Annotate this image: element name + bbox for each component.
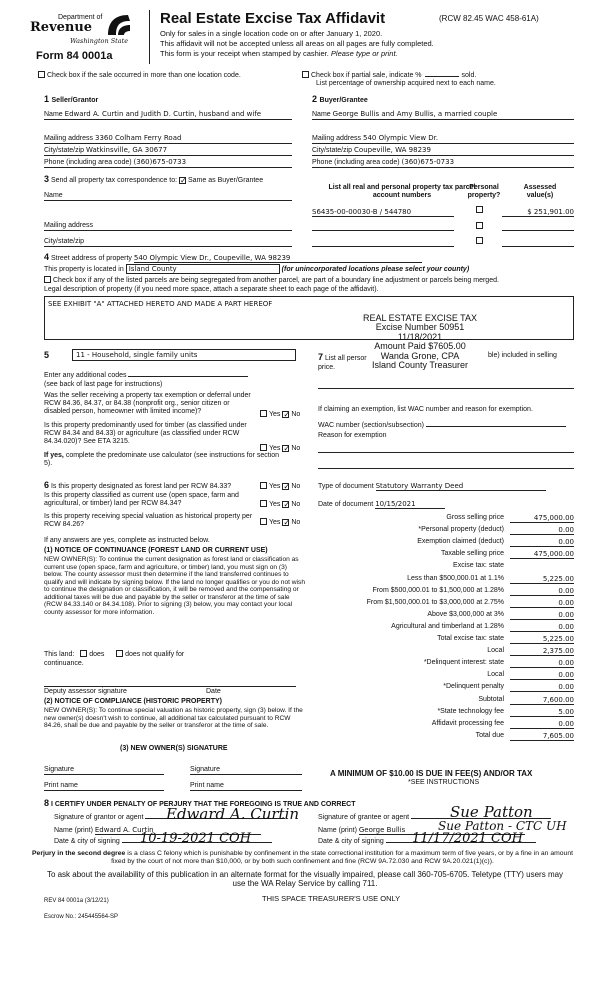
notice-1-body: NEW OWNER(S): To continue the current designation as forest land or classification as current use (open space, farm and agriculture, or timber) land, you must sign on (3) below. The county assessor must then determine if the land transferred continues to qualify and will indicate by signing below. If the land no longer qualifies or you do not wish to continue the designation or classification, it will be removed and the compensating or additional taxes will be due and payable by the seller or transferor at the time of sale (RCW 84.33.140 or 84.34.108). Prior to signing (3) below, you may contact your local county assessor for more information. <box>44 556 305 617</box>
tax-row-value[interactable]: 0.00 <box>510 599 574 608</box>
tax-row-label: Total due <box>475 731 504 739</box>
exemption-question: Was the seller receiving a property tax exemption or deferral under RCW 84.36, 84.37, or 84.38 (nonprofit org., senior citizen or disabled person, homeowner with limited income)? <box>44 392 251 416</box>
if-any-yes: If any answers are yes, complete as instructed below. <box>44 537 210 544</box>
see-back-note: (see back of last page for instructions) <box>44 381 163 388</box>
escrow-number: Escrow No.: 245445564-SP <box>44 914 119 920</box>
assessed-value[interactable]: $ 251,901.00 <box>502 208 574 217</box>
seller-mail-row[interactable]: Mailing address 3360 Colham Ferry Road <box>44 134 292 144</box>
tax-row-value[interactable]: 5,225.00 <box>510 575 574 584</box>
historic-question: Is this property receiving special valuation as historical property per RCW 84.26? <box>44 513 253 529</box>
current-use-yes-no[interactable]: Yes ✓ No <box>260 500 300 509</box>
perjury-notice: Perjury in the second degree is a class C felony which is punishable by confinement in the state correctional institution for a maximum term of five years, or by a fine in an amount fixed by the court of not more than $10,000, or by both such confinement and fine (RCW 9A.72.030 and RCW 9A.20.021(1)(c)). <box>32 850 573 865</box>
current-use-question: Is this property classified as current use (open space, farm and agricultural, or timber) land per RCW 84.34? <box>44 492 239 508</box>
assessed-line-3 <box>502 246 574 247</box>
tax-row-label: From $1,500,000.01 to $3,000,000 at 2.75% <box>366 598 504 606</box>
owner-print-1: Print name <box>44 782 78 789</box>
tax-row-label: Subtotal <box>478 695 504 703</box>
form-title: Real Estate Excise Tax Affidavit <box>160 10 386 27</box>
if-yes-note: If yes, complete the predominate use calculator (see instructions for section 5). <box>44 452 280 468</box>
timber-yes-no[interactable]: Yes ✓ No <box>260 444 300 453</box>
tax-row-label: Above $3,000,000 at 3% <box>427 610 504 618</box>
forest-yes-no[interactable]: Yes ✓ No <box>260 482 300 491</box>
document-type-row[interactable]: Type of document Statutory Warranty Deed <box>318 482 546 491</box>
header-note-2: This affidavit will not be accepted unless all areas on all pages are fully completed. <box>160 39 434 48</box>
tax-row-label: *Personal property (deduct) <box>418 526 504 534</box>
timber-question: Is this property predominantly used for timber (as classified under RCW 84.34 and 84.33) or agriculture (as classified under RCW 84.34.020)? See ETA 3215. <box>44 422 247 446</box>
header-note-3: This form is your receipt when stamped by cashier. Please type or print. <box>160 49 398 58</box>
tax-row-value[interactable]: 0.00 <box>510 659 574 668</box>
owner-sig-line-2 <box>190 774 302 775</box>
tax-row-label: *Delinquent penalty <box>443 683 504 691</box>
tax-row-value[interactable]: 7,605.00 <box>510 732 574 741</box>
seller-name-row[interactable]: Name Edward A. Curtin and Judith D. Curtin, husband and wife <box>44 110 292 120</box>
located-in-row[interactable]: This property is located in Island County (for unincorporated locations please select your county) <box>44 265 470 273</box>
owner-print-line-2 <box>190 790 302 791</box>
tax-row-label: Agricultural and timberland at 1.28% <box>391 622 504 630</box>
tax-row-value[interactable]: 475,000.00 <box>510 514 574 523</box>
buyer-phone-row[interactable]: Phone (including area code) (360)675-0733 <box>312 158 574 168</box>
grantor-date-hw: 10-19-2021 COH <box>140 831 252 846</box>
section-2-heading: 2 Buyer/Grantee <box>312 94 368 104</box>
legal-description-label: Legal description of property (if you need more space, attach a separate sheet to each page of the affidavit). <box>44 286 379 293</box>
treasurer-stamp: REAL ESTATE EXCISE TAX Excise Number 50951 11/18/2021 Amount Paid $7605.00 Wanda Grone, CPA Island County Treasurer <box>362 313 478 371</box>
grantee-name-row[interactable]: Name (print) George Bullis <box>318 826 525 835</box>
personal-property-heading: Personal property? <box>467 184 501 200</box>
grantor-name-row[interactable]: Name (print) Edward A. Curtin <box>54 826 261 835</box>
owner-sig-line-1 <box>44 774 164 775</box>
tax-row-label: Exemption claimed (deduct) <box>417 538 504 546</box>
tax-row-value[interactable]: 0.00 <box>510 623 574 632</box>
exemption-yes-no[interactable]: Yes ✓ No <box>260 410 300 419</box>
grantee-date-row[interactable]: Date & city of signing <box>318 838 536 846</box>
partial-sale-check[interactable]: Check box if partial sale, indicate % sold. <box>302 71 476 80</box>
tax-row-value[interactable]: 0.00 <box>510 611 574 620</box>
section-7-text: 7 List all persor <box>318 352 367 362</box>
assessed-line-2 <box>502 230 574 231</box>
sec3-mail-row[interactable]: Mailing address <box>44 222 292 231</box>
notice-3-title: (3) NEW OWNER(S) SIGNATURE <box>120 745 228 752</box>
section-3-heading: 3 Send all property tax correspondence to: ✓ Same as Buyer/Grantee <box>44 174 263 185</box>
alternate-format-notice: To ask about the availability of this publication in an alternate format for the visually impaired, please call 360-705-6705. Teletype (TTY) users may use the WA Relay Service by calling 711. <box>46 870 564 889</box>
claiming-exemption: If claiming an exemption, list WAC number and reason for exemption. <box>318 406 533 413</box>
tax-row-label: Taxable selling price <box>440 550 504 558</box>
personal-property-checkbox-3[interactable] <box>476 237 485 246</box>
personal-property-checkbox-1[interactable] <box>476 206 485 215</box>
see-instructions: *SEE INSTRUCTIONS <box>408 779 480 786</box>
segregated-checkbox[interactable] <box>44 276 51 283</box>
segregated-check[interactable]: Check box if any of the listed parcels are being segregated from another parcel, are part of a boundary line adjustment or parcels being merged. <box>44 276 499 285</box>
deputy-line <box>44 686 296 687</box>
buyer-city-row[interactable]: City/state/zip Coupeville, WA 98239 <box>312 146 574 156</box>
seller-city-row[interactable]: City/state/zip Watkinsville, GA 30677 <box>44 146 292 156</box>
rev-number: REV 84 0001a (3/12/21) <box>44 898 109 904</box>
section-5-num: 5 <box>44 350 50 360</box>
tax-row-label: Affidavit processing fee <box>431 719 504 727</box>
tax-row-label: *State technology fee <box>437 707 504 715</box>
sec3-name-row[interactable]: Name <box>44 192 292 201</box>
grantee-date-hw: 11/17/2021 COH <box>412 831 524 846</box>
deputy-signature-label: Deputy assessor signature <box>44 688 127 695</box>
notice-2-title: (2) NOTICE OF COMPLIANCE (HISTORIC PROPERTY) <box>44 698 222 705</box>
tax-row-label: Gross selling price <box>446 514 504 521</box>
grantor-signature-row[interactable]: Signature of grantor or agent <box>54 814 285 822</box>
grantee-name-hw: Sue Patton - CTC UH <box>438 819 567 833</box>
owner-signature-1: Signature <box>44 766 74 773</box>
multi-location-checkbox[interactable] <box>38 71 45 78</box>
this-land-row[interactable]: This land: does does not qualify for <box>44 651 185 658</box>
section-7-tail: ble) included in selling <box>488 352 557 359</box>
tax-row-label: Less than $500,000.01 at 1.1% <box>407 574 504 582</box>
document-date-row[interactable]: Date of document 10/15/2021 <box>318 500 445 509</box>
revenue-logo-icon <box>104 11 132 37</box>
assessed-heading: Assessed value(s) <box>523 184 557 200</box>
header-divider <box>149 10 150 64</box>
historic-yes-no[interactable]: Yes ✓ No <box>260 518 300 527</box>
tax-row-value[interactable]: 2,375.00 <box>510 647 574 656</box>
form-rcw: (RCW 82.45 WAC 458-61A) <box>439 14 539 23</box>
partial-sale-checkbox[interactable] <box>302 71 309 78</box>
tax-row-value[interactable]: 475,000.00 <box>510 550 574 559</box>
tax-row-label: Excise tax: state <box>453 562 504 570</box>
header-note-1: Only for sales in a single location code on or after January 1, 2020. <box>160 29 383 38</box>
same-as-buyer-checkbox[interactable] <box>179 177 186 184</box>
notice-1-title: (1) NOTICE OF CONTINUANCE (FOREST LAND OR CURRENT USE) <box>44 547 268 554</box>
section-1-heading: 1 Seller/Grantor <box>44 94 99 104</box>
tax-row-label: *Delinquent interest: state <box>423 659 504 667</box>
sec3-city-row[interactable]: City/state/zip <box>44 238 292 247</box>
tax-row-value[interactable]: 0.00 <box>510 671 574 680</box>
parcel-line-3 <box>312 246 454 247</box>
minimum-due-notice: A MINIMUM OF $10.00 IS DUE IN FEE(S) AND/OR TAX <box>330 769 533 778</box>
tax-row-value[interactable]: 7,600.00 <box>510 696 574 705</box>
grantee-signature-row[interactable]: Signature of grantee or agent <box>318 814 551 822</box>
treasurer-use-only: THIS SPACE TREASURER'S USE ONLY <box>262 894 401 903</box>
grantee-signature-hw: Sue Patton <box>450 803 533 821</box>
tax-row-value[interactable]: 0.00 <box>510 587 574 596</box>
section-7-line-1 <box>318 388 574 389</box>
owner-signature-2: Signature <box>190 766 220 773</box>
additional-codes[interactable]: Enter any additional codes <box>44 372 248 380</box>
owner-print-line-1 <box>44 790 164 791</box>
tax-row-label: Local <box>487 647 504 655</box>
reason-line-2 <box>318 468 574 469</box>
tax-row-value[interactable]: 0.00 <box>510 538 574 547</box>
continuance: continuance. <box>44 660 84 667</box>
multi-location-check[interactable]: Check box if the sale occurred in more than one location code. <box>38 71 241 80</box>
washington-state: Washington State <box>70 37 129 45</box>
forest-question: 6 Is this property designated as forest land per RCW 84.33? <box>44 480 232 490</box>
parcel-number[interactable]: S6435-00-00030-B / 544780 <box>312 208 454 217</box>
deputy-date-label: Date <box>206 688 221 695</box>
owner-print-2: Print name <box>190 782 224 789</box>
department-of: Department of <box>58 14 103 21</box>
tax-row-value[interactable]: 0.00 <box>510 720 574 729</box>
tax-row-label: Local <box>487 671 504 679</box>
county-select[interactable]: Island County <box>126 264 280 274</box>
certify-statement: 8 I CERTIFY UNDER PENALTY OF PERJURY THAT THE FOREGOING IS TRUE AND CORRECT <box>44 798 356 808</box>
section-7-price: price. <box>318 364 336 371</box>
form-number: Form 84 0001a <box>36 50 113 62</box>
tax-row-value[interactable]: 0.00 <box>510 683 574 692</box>
grantor-signature-hw: Edward A. Curtin <box>166 805 300 823</box>
reason-line-1 <box>318 452 574 453</box>
tax-row-value[interactable]: 0.00 <box>510 526 574 535</box>
buyer-mail-row[interactable]: Mailing address 540 Olympic View Dr. <box>312 134 574 144</box>
seller-phone-row[interactable]: Phone (including area code) (360)675-0733 <box>44 158 292 168</box>
notice-2-body: NEW OWNER(S): To continue special valuation as historic property, sign (3) below. If the new owner(s) doesn't wish to continue, all additional tax calculated pursuant to RCW 84.26, shall be due and payable by the seller or transferor at the time of sale. <box>44 707 303 730</box>
tax-row-label: From $500,000.01 to $1,500,000 at 1.28% <box>372 586 504 594</box>
tax-row-value[interactable]: 5,225.00 <box>510 635 574 644</box>
tax-row-value[interactable]: 5.00 <box>510 708 574 717</box>
personal-property-checkbox-2[interactable] <box>476 222 485 231</box>
land-use-code[interactable]: 11 - Household, single family units <box>72 349 296 361</box>
legal-description-value: SEE EXHIBIT "A" ATTACHED HERETO AND MADE A PART HEREOF <box>48 300 273 308</box>
revenue-logo-text: Revenue <box>30 20 93 35</box>
grantor-date-row[interactable]: Date & city of signing <box>54 838 272 846</box>
wac-number[interactable]: WAC number (section/subsection) <box>318 422 566 430</box>
list-percentage-note: List percentage of ownership acquired next to each name. <box>316 80 496 87</box>
street-address-row[interactable]: 4 Street address of property 540 Olympic View Dr., Coupeville, WA 98239 <box>44 252 422 263</box>
parcel-line-2 <box>312 230 454 231</box>
parcels-heading: List all real and personal property tax parcel account numbers <box>328 184 476 200</box>
tax-row-label: Total excise tax: state <box>437 635 504 642</box>
reason-label: Reason for exemption <box>318 432 387 439</box>
buyer-name-row[interactable]: Name George Bullis and Amy Bullis, a married couple <box>312 110 574 120</box>
